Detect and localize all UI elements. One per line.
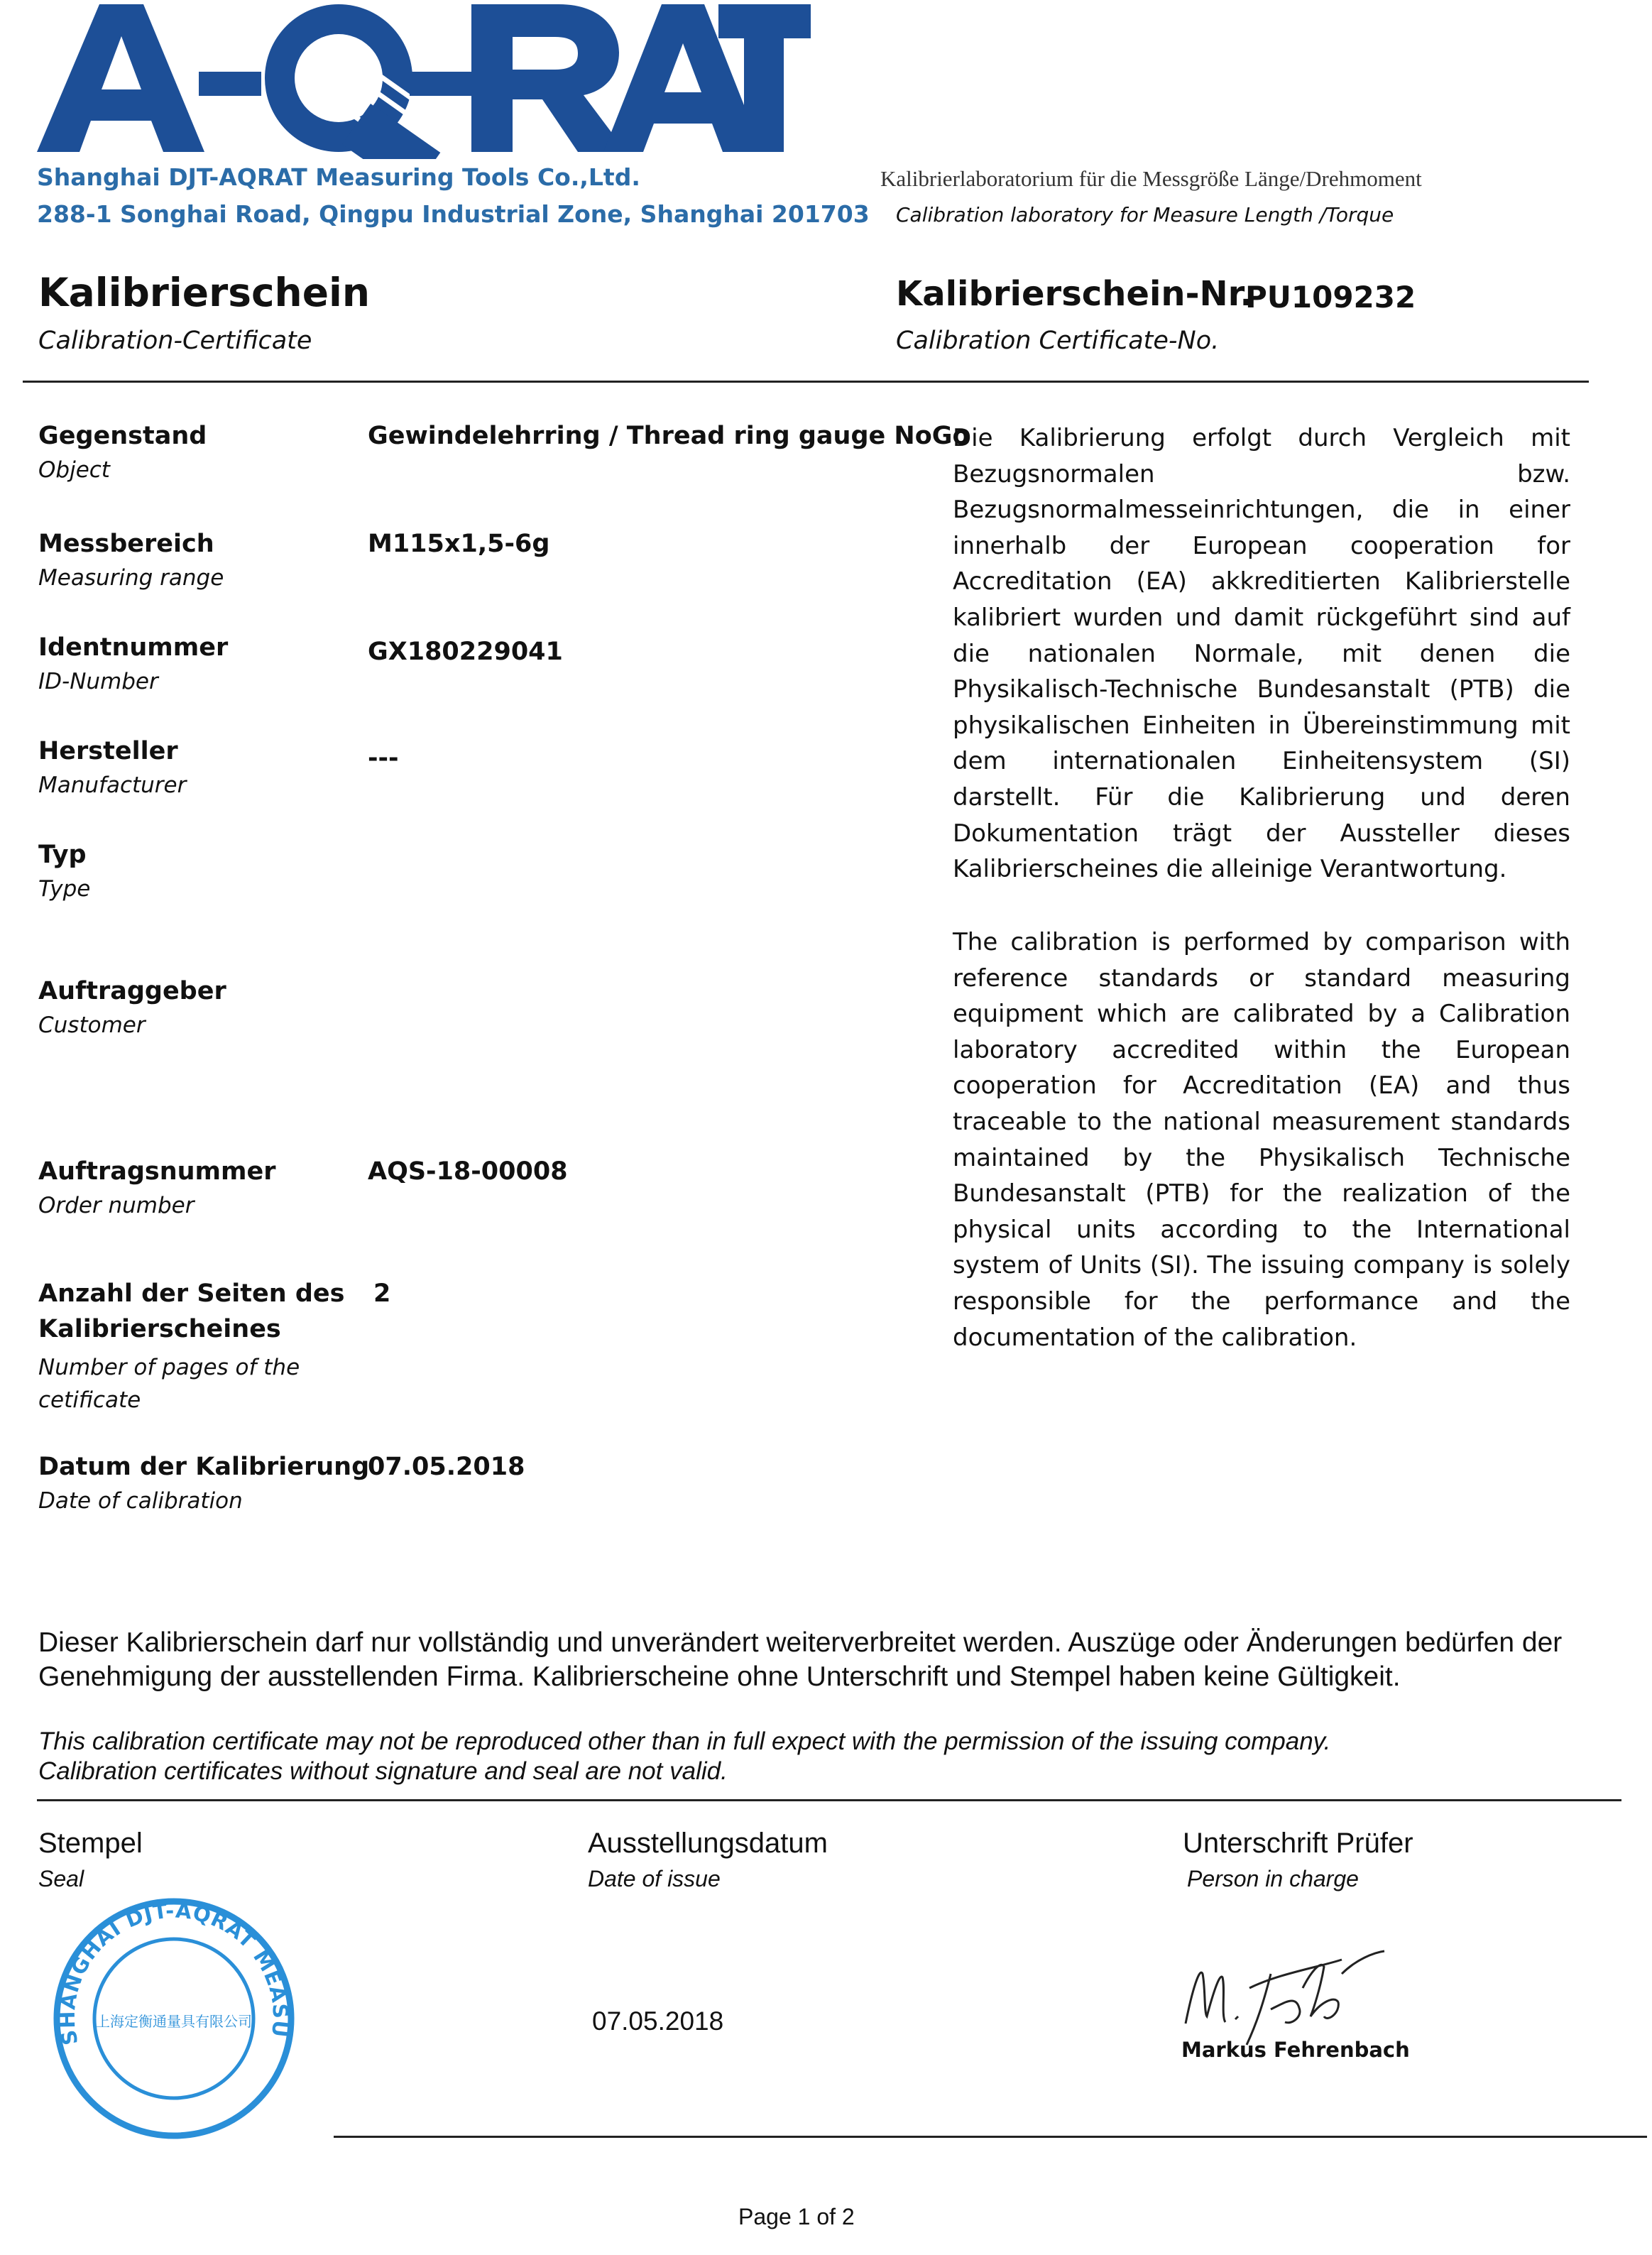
label-id-number-en: ID-Number [38, 669, 158, 694]
page-total: 2 [841, 2204, 855, 2229]
label-type: Typ [38, 841, 87, 869]
label-page-count: Anzahl der Seiten des [38, 1279, 345, 1308]
seal-text: SHANGHAI DJT-AQRAT MEASU [55, 1898, 293, 2048]
seal-label-en: Seal [38, 1866, 84, 1891]
label-page-count-en: Number of pages of the [38, 1355, 300, 1380]
page-current: 1 [797, 2204, 811, 2229]
disclaimer-de: Dieser Kalibrierschein darf nur vollständig und unverändert weiterverbreitet werden. Auszüge oder Änderungen bedürfen der Genehmigung der ausstellenden Firma. Kalibrierscheine ohne Unterschrift und Stempel haben keine Gültigkeit. [38, 1627, 1563, 1692]
label-manufacturer: Hersteller [38, 737, 178, 765]
label-calibration-date-en: Date of calibration [38, 1488, 243, 1514]
page-label: Page [738, 2204, 792, 2229]
label-measuring-range: Messbereich [38, 530, 214, 558]
aqrat-logo-graphic [37, 4, 811, 159]
label-measuring-range-en: Measuring range [38, 565, 224, 591]
certificate-number-label-en: Calibration Certificate-No. [896, 327, 1220, 355]
label-order-number-en: Order number [38, 1193, 195, 1218]
certificate-title: Kalibrierschein [38, 270, 371, 315]
certificate-number-label: Kalibrierschein-Nr. [896, 274, 1253, 314]
issue-date: 07.05.2018 [592, 2006, 724, 2036]
disclaimer-divider [37, 1799, 1621, 1801]
lab-description-de: Kalibrierlaboratorium für die Messgröße Länge/Drehmoment [880, 166, 1422, 191]
disclaimer-en-line2: Calibration certificates without signature and seal are not valid. [38, 1757, 728, 1785]
seal-label: Stempel [38, 1828, 143, 1859]
certificate-number: PU109232 [1245, 280, 1416, 315]
signer-name: Markus Fehrenbach [1181, 2038, 1410, 2062]
signature-label: Unterschrift Prüfer [1183, 1828, 1413, 1859]
statement-de: Die Kalibrierung erfolgt durch Vergleich mit Bezugsnormalen bzw. Bezugsnormalmesseinrichtungen, die in einer innerhalb der European cooperation for Accreditation (EA) akkreditierten Kalibrierstelle kalibriert wurden und damit rückgeführt sind auf die nationalen Normale, mit denen die Physikalisch-Technische Bundesanstalt (PTB) die physikalischen Einheiten in Übereinstimmung mit dem internationalen Einheitensystem (SI) darstellt. Für die Kalibrierung und deren Dokumentation trägt der Aussteller dieses Kalibrierscheines die alleinige Verantwortung. [953, 424, 1570, 884]
label-page-count-2: Kalibrierscheines [38, 1315, 281, 1343]
value-measuring-range: M115x1,5-6g [368, 530, 550, 558]
label-id-number: Identnummer [38, 633, 229, 662]
seal-text-cn: 上海定衡通量具有限公司 [96, 2013, 252, 2030]
page-of: of [816, 2204, 836, 2229]
label-customer: Auftraggeber [38, 977, 226, 1005]
statement-en: The calibration is performed by comparison with reference standards or standard measuring equipment which are calibrated by a Calibration laboratory accredited within the European cooperation for Accreditation (EA) and thus traceable to the national measurement standards maintained by the Physikalisch Technische Bundesanstalt (PTB) for the realization of the physical units according to the International system of Units (SI). The issuing company is solely responsible for the performance and the documentation of the calibration. [953, 928, 1570, 1352]
label-order-number: Auftragsnummer [38, 1157, 276, 1186]
page-indicator [738, 2204, 855, 2230]
label-page-count-en-2: cetificate [38, 1387, 141, 1413]
value-calibration-date: 07.05.2018 [368, 1453, 525, 1481]
company-logo [37, 4, 811, 159]
certificate-title-en: Calibration-Certificate [38, 327, 312, 355]
issue-date-label-en: Date of issue [588, 1866, 721, 1891]
label-calibration-date: Datum der Kalibrierung [38, 1453, 370, 1481]
company-seal [50, 1894, 298, 2143]
footer-divider [334, 2136, 1647, 2138]
lab-description-en: Calibration laboratory for Measure Length /Torque [896, 203, 1394, 226]
value-id-number: GX180229041 [368, 638, 563, 666]
company-name: Shanghai DJT-AQRAT Measuring Tools Co.,Ltd. [37, 163, 640, 191]
value-object: Gewindelehrring / Thread ring gauge NoGo [368, 422, 970, 450]
value-manufacturer: --- [368, 744, 399, 772]
label-object-en: Object [38, 457, 110, 483]
company-address: 288-1 Songhai Road, Qingpu Industrial Zone, Shanghai 201703 [37, 200, 870, 228]
value-order-number: AQS-18-00008 [368, 1157, 568, 1186]
label-customer-en: Customer [38, 1012, 146, 1038]
issue-date-label: Ausstellungsdatum [588, 1828, 828, 1859]
label-object: Gegenstand [38, 422, 207, 450]
seal-stamp-graphic [50, 1894, 298, 2143]
header-divider [23, 381, 1589, 383]
signature-label-en: Person in charge [1187, 1866, 1359, 1891]
label-manufacturer-en: Manufacturer [38, 772, 187, 798]
label-type-en: Type [38, 876, 91, 902]
disclaimer-en-line1: This calibration certificate may not be reproduced other than in full expect with the permission of the issuing company. [38, 1727, 1331, 1755]
value-page-count: 2 [373, 1279, 391, 1308]
